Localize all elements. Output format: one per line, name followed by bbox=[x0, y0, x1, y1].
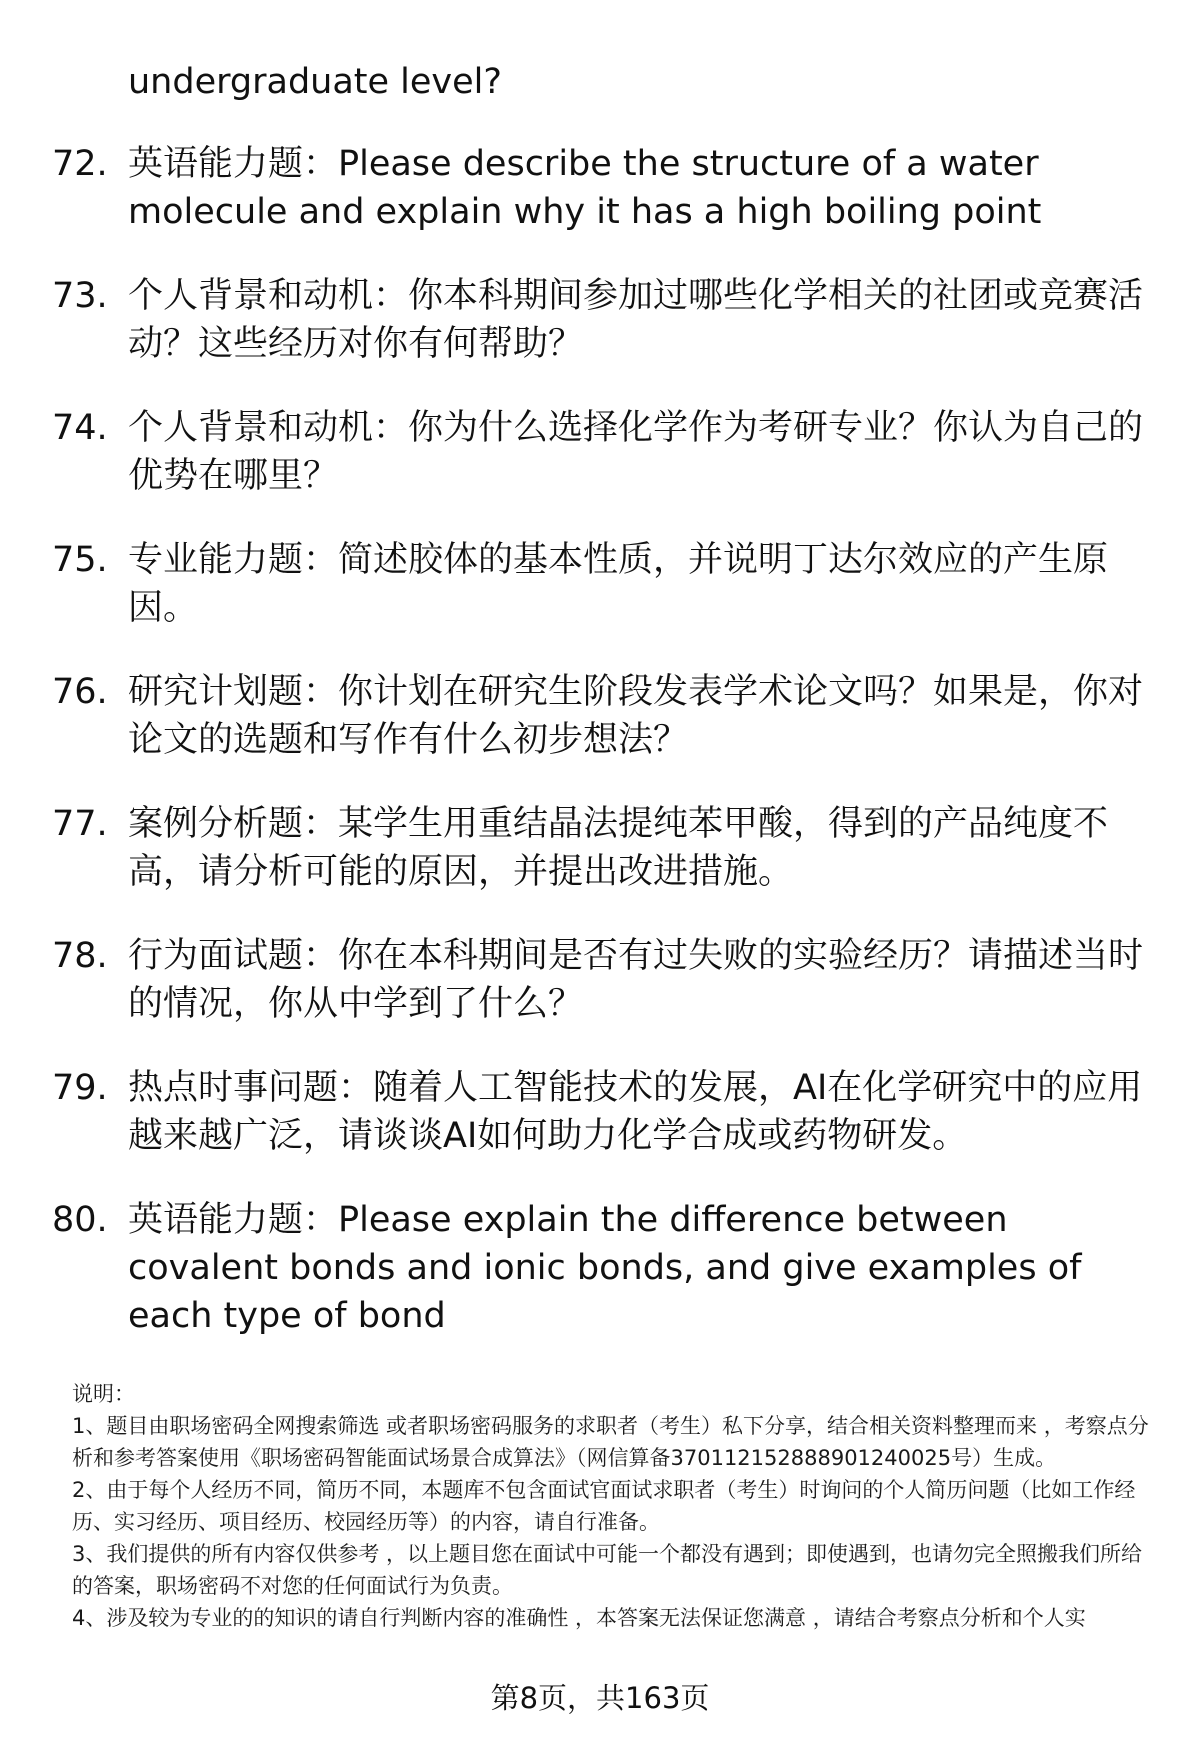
note-item: 1、题目由职场密码全网搜索筛选 或者职场密码服务的求职者（考生）私下分享，结合相关资料整理而来 ，考察点分析和参考答案使用《职场密码智能面试场景合成算法》（网信算备370112152888901240025号）生成。 bbox=[72, 1414, 1149, 1470]
question-text: 英语能力题：Please explain the difference between covalent bonds and ionic bonds, and give examples of each type of bond bbox=[128, 1200, 1082, 1336]
list-item bbox=[52, 932, 1162, 1028]
question-number: 76. bbox=[52, 672, 108, 712]
question-list bbox=[52, 140, 1162, 1376]
list-item bbox=[52, 1196, 1162, 1340]
list-item bbox=[52, 272, 1162, 368]
question-text: 个人背景和动机：你为什么选择化学作为考研专业？你认为自己的优势在哪里？ bbox=[128, 408, 1144, 496]
note-item: 2、由于每个人经历不同，简历不同，本题库不包含面试官面试求职者（考生）时询问的个人简历问题（比如工作经历、实习经历、项目经历、校园经历等）的内容，请自行准备。 bbox=[72, 1478, 1136, 1534]
list-item bbox=[52, 1064, 1162, 1160]
question-text: 案例分析题：某学生用重结晶法提纯苯甲酸，得到的产品纯度不高，请分析可能的原因，并提出改进措施。 bbox=[128, 804, 1109, 892]
list-item bbox=[52, 800, 1162, 896]
notes-section bbox=[72, 1378, 1157, 1634]
notes-heading: 说明： bbox=[72, 1382, 135, 1406]
question-number: 75. bbox=[52, 540, 108, 580]
list-item bbox=[52, 140, 1162, 236]
question-text: 专业能力题：简述胶体的基本性质，并说明丁达尔效应的产生原因。 bbox=[128, 540, 1109, 628]
question-text: 研究计划题：你计划在研究生阶段发表学术论文吗？如果是，你对论文的选题和写作有什么初步想法？ bbox=[128, 672, 1144, 760]
list-item bbox=[52, 536, 1162, 632]
question-number: 77. bbox=[52, 804, 108, 844]
question-number: 74. bbox=[52, 408, 108, 448]
question-text: 个人背景和动机：你本科期间参加过哪些化学相关的社团或竞赛活动？这些经历对你有何帮助？ bbox=[128, 276, 1144, 364]
question-number: 72. bbox=[52, 144, 108, 184]
question-text: 行为面试题：你在本科期间是否有过失败的实验经历？请描述当时的情况，你从中学到了什么？ bbox=[128, 936, 1144, 1024]
page-footer: 第8页，共163页 bbox=[490, 1681, 710, 1715]
question-number: 80. bbox=[52, 1200, 108, 1240]
question-number: 79. bbox=[52, 1068, 108, 1108]
list-item bbox=[52, 668, 1162, 764]
question-number: 73. bbox=[52, 276, 108, 316]
question-text: 热点时事问题：随着人工智能技术的发展，AI在化学研究中的应用越来越广泛，请谈谈AI如何助力化学合成或药物研发。 bbox=[128, 1068, 1143, 1156]
question-text: 英语能力题：Please describe the structure of a water molecule and explain why it has a high boiling point bbox=[128, 144, 1042, 232]
question-number: 78. bbox=[52, 936, 108, 976]
note-item: 3、我们提供的所有内容仅供参考 ，以上题目您在面试中可能一个都没有遇到；即使遇到，也请勿完全照搬我们所给的答案，职场密码不对您的任何面试行为负责。 bbox=[72, 1542, 1143, 1598]
question-continuation: undergraduate level? bbox=[128, 62, 502, 102]
note-item: 4、涉及较为专业的的知识的请自行判断内容的准确性 ，本答案无法保证您满意 ，请结合考察点分析和个人实 bbox=[72, 1606, 1086, 1630]
list-item bbox=[52, 404, 1162, 500]
